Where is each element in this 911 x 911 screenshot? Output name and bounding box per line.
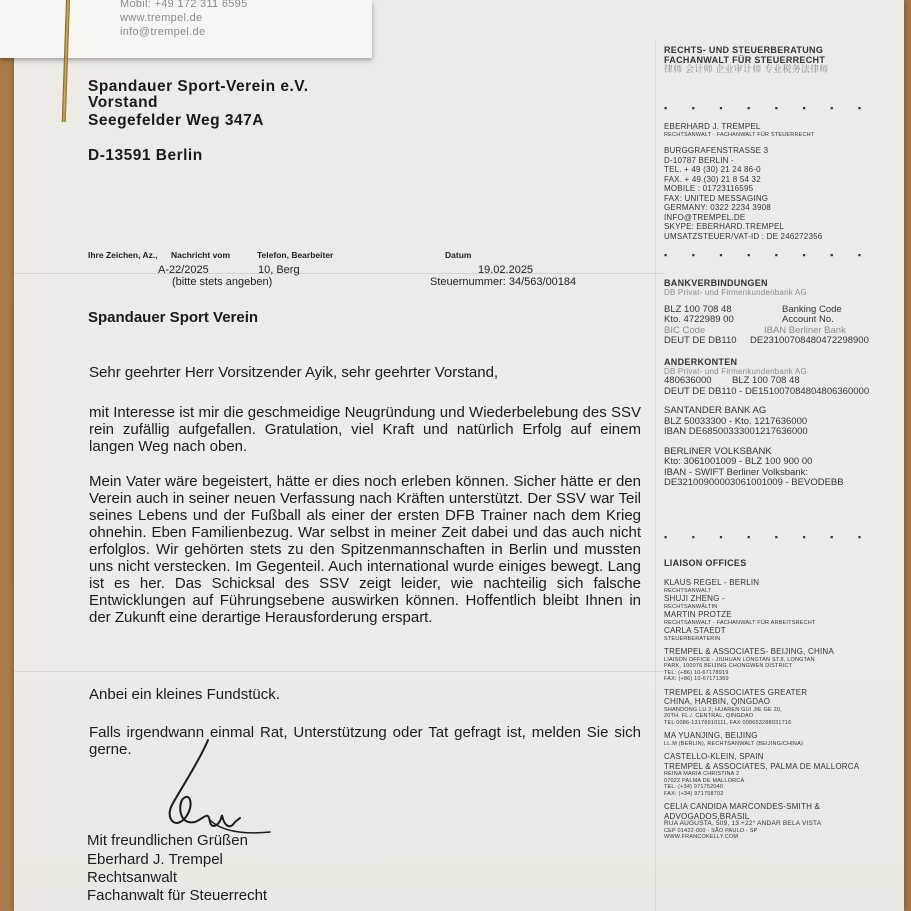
- contact-line: UMSATZSTEUER/VAT-ID : DE 246272356: [664, 231, 823, 241]
- sidebar-contact: [664, 122, 904, 241]
- ref-datum: 19.02.2025: [478, 264, 534, 276]
- ander-number: 480636000: [664, 375, 712, 386]
- contact-line: BURGGRAFENSTRASSE 3: [664, 146, 769, 155]
- liaison-sub: RECHTSANWALT - FACHANWALT FÜR ARBEITSRECHT: [664, 619, 816, 626]
- contact-line: D-10787 BERLIN -: [664, 155, 734, 165]
- dot-separator: ▪ ▪ ▪ ▪ ▪ ▪ ▪ ▪: [664, 532, 873, 542]
- liaison-sub: LIAISON OFFICE - JIUHUAN LONGTAN ST.8, LONGTAN: [664, 656, 815, 663]
- liaison-sub: TEL: (+34) 971752040: [664, 784, 724, 790]
- liaison-sub: RECHTSANWALT: [664, 587, 712, 594]
- fold-line: [14, 273, 664, 274]
- liaison-sub: LL.M (BERLIN), RECHTSANWALT (BEIJING/CHINA): [664, 740, 803, 747]
- card-mobile: Mobil: +49 172 311 6595: [120, 0, 248, 10]
- sidebar-banks: [664, 278, 904, 489]
- bank-code-label: Banking Code: [782, 303, 842, 315]
- bank-blz: BLZ 100 708 48: [664, 303, 732, 315]
- card-email: info@trempel.de: [120, 26, 206, 38]
- liaison-sub: TEL 0086-13176910111, FAX 008653288031716: [664, 719, 792, 726]
- liaison-sub: STEUERBERATERIN: [664, 635, 721, 642]
- volksbank-name: BERLINER VOLKSBANK: [664, 445, 772, 457]
- bank-heading: BANKVERBINDUNGEN: [664, 278, 768, 288]
- letter-paragraph: mit Interesse ist mir die geschmeidige Neugründung und Wiederbelebung des SSV rein zufällig aufgefallen. Gratulation, viel Kraft und natürlich Erfolg auf einem langen Weg nach oben.: [89, 404, 641, 455]
- liaison-heading: LIAISON OFFICES: [664, 558, 747, 568]
- recipient-line: Spandauer Sport-Verein e.V.: [88, 78, 309, 95]
- bank-iban: DE23100708480472298900: [750, 335, 869, 346]
- liaison-name: CASTELLO-KLEIN, SPAIN: [664, 752, 764, 761]
- santander-iban: IBAN DE68500333001217636000: [664, 426, 808, 437]
- liaison-sub: REINA MARIA CHRISTINA 2: [664, 771, 740, 777]
- contact-line: GERMANY: 0322 2234 3908: [664, 203, 771, 212]
- liaison-sub: 20TH. FL./. CENTRAL, QINGDAO: [664, 713, 754, 719]
- card-website: www.trempel.de: [120, 12, 203, 24]
- liaison-name: KLAUS REGEL - BERLIN: [664, 578, 760, 587]
- ref-az: A-22/2025: [158, 264, 209, 276]
- business-card: [0, 0, 372, 58]
- dot-separator: ▪ ▪ ▪ ▪ ▪ ▪ ▪ ▪: [664, 250, 873, 260]
- partner-name: EBERHARD J. TREMPEL: [664, 122, 761, 131]
- liaison-name: CELIA CANDIDA MARCONDES-SMITH &: [664, 802, 821, 811]
- recipient-line: Vorstand: [88, 94, 159, 111]
- liaison-sub: TEL: (+86) 10-67178919: [664, 669, 729, 676]
- letter-paragraph: Mein Vater wäre begeistert, hätte er dies noch erleben können. Sicher hätte er den Verein auch in seiner neuen Verfassung nach Kräften unterstützt. Der SSV war Teil seines Lebens und der Fußball als einer der ersten DFB Trainer nach dem Krieg ohnehin. Eben Familienbezug. War selbst in meiner Zeit dabei und das auch nicht erfolglos. Wir gehörten stets zu den Spitzenmannschaften in Berlin und mussten uns nicht verstecken. Im Gegenteil. Auch international wurde einiges bewegt. Lang ist es her. Das Schicksal des SSV zeigt leider, wie nachteilig sich falsche Entwicklungen auf Führungsebene auswirken können. Hoffentlich bleibt Ihnen in der Zukunft eine derartige Herausforderung erspart.: [89, 473, 641, 626]
- sidebar-liaison: [664, 558, 904, 841]
- ref-steuernummer: Steuernummer: 34/563/00184: [430, 276, 577, 288]
- letter-closing: Mit freundlichen Grüßen: [87, 832, 248, 849]
- ref-label-nachricht: Nachricht vom: [171, 250, 231, 260]
- contact-line: FAX. + 49 (30) 21 8 54 32: [664, 174, 761, 184]
- liaison-name: TREMPEL & ASSOCIATES, PALMA DE MALLORCA: [664, 761, 860, 771]
- ref-telefon: 10, Berg: [258, 264, 300, 276]
- firm-line: FACHANWALT FÜR STEUERRECHT: [664, 55, 826, 65]
- liaison-name: MA YUANJING, BEIJING: [664, 731, 758, 740]
- dot-separator: ▪ ▪ ▪ ▪ ▪ ▪ ▪ ▪: [664, 103, 873, 113]
- ref-label-ihre-zeichen: Ihre Zeichen, Az.,: [88, 250, 158, 260]
- bank-name: DB Privat- und Firmenkundenbank AG: [664, 288, 807, 297]
- letter-salutation: Sehr geehrter Herr Vorsitzender Ayik, sehr geehrter Vorstand,: [89, 364, 499, 381]
- volksbank-line: Kto: 3061001009 - BLZ 100 900 00: [664, 456, 813, 467]
- liaison-name: ADVOGADOS,BRASIL: [664, 811, 750, 821]
- volksbank-iban: DE32100900003061001009 - BEVODEBB: [664, 477, 844, 488]
- santander-line: BLZ 50033300 - Kto. 1217636000: [664, 415, 808, 427]
- liaison-sub: FAX: (+86) 10-67171369: [664, 676, 729, 682]
- liaison-name: MARTIN PROTZE: [664, 610, 732, 619]
- fold-line: [655, 40, 656, 911]
- sender-title: Rechtsanwalt: [87, 869, 178, 886]
- liaison-sub: RUA AUGUSTA, 509, 13 +22° ANDAR BELA VISTA: [664, 820, 822, 827]
- liaison-sub: FAX: (+34) 971758702: [664, 790, 724, 797]
- liaison-name: TREMPEL & ASSOCIATES- BEIJING, CHINA: [664, 647, 834, 656]
- ref-label-telefon: Telefon, Bearbeiter: [257, 250, 334, 260]
- firm-chinese: 律师 会计师 企业审计师 专业税务法律师: [664, 64, 829, 74]
- liaison-name: CHINA, HARBIN, QINGDAO: [664, 697, 771, 706]
- ander-bank: DB Privat- und Firmenkundenbank AG: [664, 366, 807, 376]
- santander-name: SANTANDER BANK AG: [664, 405, 767, 416]
- fold-line: [14, 671, 664, 672]
- liaison-sub: CEP 01422-000 - SÃO PAULO - SP: [664, 827, 758, 834]
- contact-line: TEL. + 49 (30) 21 24 86-0: [664, 165, 761, 174]
- bank-kto: Kto. 4722989 00: [664, 314, 734, 325]
- ander-heading: ANDERKONTEN: [664, 356, 738, 367]
- sender-name: Eberhard J. Trempel: [87, 851, 223, 868]
- ander-iban: DEUT DE DB110 - DE151007084804806360000: [664, 386, 870, 397]
- liaison-name: CARLA STAEDT: [664, 626, 726, 635]
- firm-line: RECHTS- UND STEUERBERATUNG: [664, 45, 824, 55]
- recipient-city: D-13591 Berlin: [88, 147, 203, 164]
- contact-line: SKYPE: EBERHARD.TREMPEL: [664, 222, 785, 231]
- letter-paragraph: Falls irgendwann einmal Rat, Unterstützung oder Tat gefragt ist, melden Sie sich gerne.: [89, 724, 641, 758]
- liaison-sub: RECHTSANWÄLTIN: [664, 603, 718, 610]
- letter-subject: Spandauer Sport Verein: [88, 309, 259, 326]
- liaison-name: TREMPEL & ASSOCIATES GREATER: [664, 687, 808, 697]
- bank-account-label: Account No.: [782, 314, 834, 325]
- liaison-sub: SHANDONG LU 2; HUAREN GUI JIE GE 20,: [664, 706, 782, 713]
- bank-bic-label: BIC Code: [664, 324, 706, 336]
- bank-deut: DEUT DE DB110: [664, 335, 737, 346]
- contact-line: MOBILE : 01723116595: [664, 184, 754, 193]
- sender-title: Fachanwalt für Steuerrecht: [87, 887, 268, 904]
- ref-label-datum: Datum: [445, 250, 472, 260]
- liaison-sub: PARK, 100076 BEIJING CHONGWEN DISTRICT: [664, 663, 793, 669]
- contact-line: FAX: UNITED MESSAGING: [664, 193, 769, 203]
- recipient-line: Seegefelder Weg 347A: [88, 112, 264, 129]
- ref-bitte: (bitte stets angeben): [172, 276, 273, 288]
- sidebar-firm: [664, 45, 904, 75]
- contact-line: INFO@TREMPEL.DE: [664, 212, 746, 222]
- liaison-sub: WWW.FRANCOKELLY.COM: [664, 834, 739, 840]
- liaison-sub: 07022 PALMA DE MALLORCA: [664, 777, 745, 784]
- volksbank-line: IBAN - SWIFT Berliner Volksbank:: [664, 466, 808, 478]
- liaison-name: SHUJI ZHENG -: [664, 594, 725, 603]
- partner-title: RECHTSANWALT · FACHANWALT FÜR STEUERRECHT: [664, 131, 815, 138]
- letter-paragraph: Anbei ein kleines Fundstück.: [89, 686, 280, 703]
- bank-iban-label: IBAN Berliner Bank: [764, 324, 846, 336]
- ander-blz: BLZ 100 708 48: [732, 375, 800, 386]
